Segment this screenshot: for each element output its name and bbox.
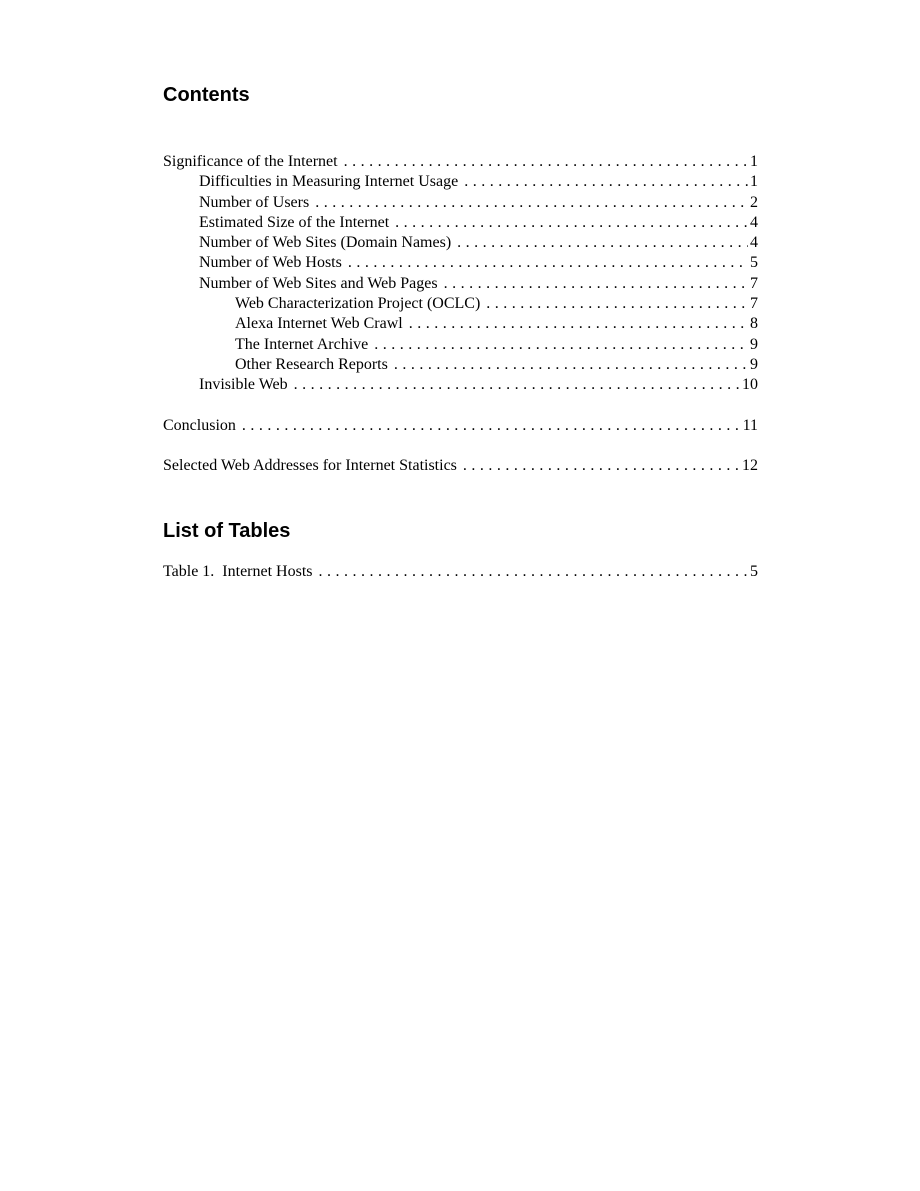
toc-entry[interactable] [163,562,758,582]
toc-entry-title: Table 1. Internet Hosts [163,563,313,581]
toc-entry[interactable] [163,456,758,476]
toc-entry-page: 9 [750,335,758,353]
toc-spacer [163,436,758,456]
toc-entry[interactable] [163,416,758,436]
toc-entry-page: 1 [750,153,758,170]
dot-leader [409,314,748,334]
dot-leader [463,456,740,476]
toc-entry-title: Invisible Web [199,376,288,394]
toc-entry-page: 8 [750,315,758,333]
toc-entry-title: Estimated Size of the Internet [199,213,390,231]
toc-entry-page: 7 [750,295,758,313]
dot-leader [242,416,741,436]
toc-entry-page: 7 [750,274,758,292]
dot-leader [395,213,748,233]
toc-entry-title: Other Research Reports [235,355,388,373]
toc-entry[interactable] [163,375,758,395]
toc-entry-title: Number of Web Sites (Domain Names) [199,234,452,252]
contents-list [163,152,758,476]
toc-entry[interactable] [163,233,758,253]
dot-leader [315,193,748,213]
toc-entry[interactable] [163,253,758,273]
toc-entry[interactable] [163,152,758,172]
toc-entry-title: Number of Users [199,193,310,211]
list-of-tables-heading: List of Tables [163,520,291,543]
toc-entry[interactable] [163,213,758,233]
toc-entry-title: Web Characterization Project (OCLC) [235,295,481,313]
dot-leader [444,274,748,294]
toc-entry-title: Conclusion [163,416,236,434]
toc-entry-title: Number of Web Sites and Web Pages [199,274,438,292]
toc-entry[interactable] [163,314,758,334]
document-page [163,80,758,582]
toc-entry[interactable] [163,355,758,375]
dot-leader [394,355,748,375]
toc-entry[interactable] [163,274,758,294]
toc-entry-page: 1 [750,173,758,191]
toc-entry-page: 12 [742,456,758,474]
toc-entry-page: 10 [742,376,758,394]
toc-entry-page: 4 [750,234,758,252]
toc-entry[interactable] [163,294,758,314]
toc-entry-title: The Internet Archive [235,335,369,353]
list-of-tables-list [163,562,758,582]
dot-leader [344,152,748,172]
toc-entry-title: Significance of the Internet [163,153,338,170]
dot-leader [319,562,748,582]
dot-leader [464,172,748,192]
toc-entry[interactable] [163,335,758,355]
toc-entry[interactable] [163,193,758,213]
contents-heading: Contents [163,84,250,106]
toc-entry-page: 4 [750,213,758,231]
toc-entry-page: 9 [750,355,758,373]
toc-entry-title: Number of Web Hosts [199,254,342,272]
toc-entry-page: 11 [742,416,758,434]
toc-entry-page: 5 [750,563,758,581]
dot-leader [294,375,740,395]
toc-spacer [163,396,758,416]
toc-entry-title: Difficulties in Measuring Internet Usage [199,173,459,191]
toc-entry-title: Selected Web Addresses for Internet Statistics [163,456,457,474]
toc-entry[interactable] [163,172,758,192]
dot-leader [374,335,748,355]
toc-entry-page: 5 [750,254,758,272]
dot-leader [348,253,748,273]
toc-entry-title: Alexa Internet Web Crawl [235,315,403,333]
dot-leader [486,294,748,314]
toc-entry-page: 2 [750,193,758,211]
dot-leader [457,233,748,253]
